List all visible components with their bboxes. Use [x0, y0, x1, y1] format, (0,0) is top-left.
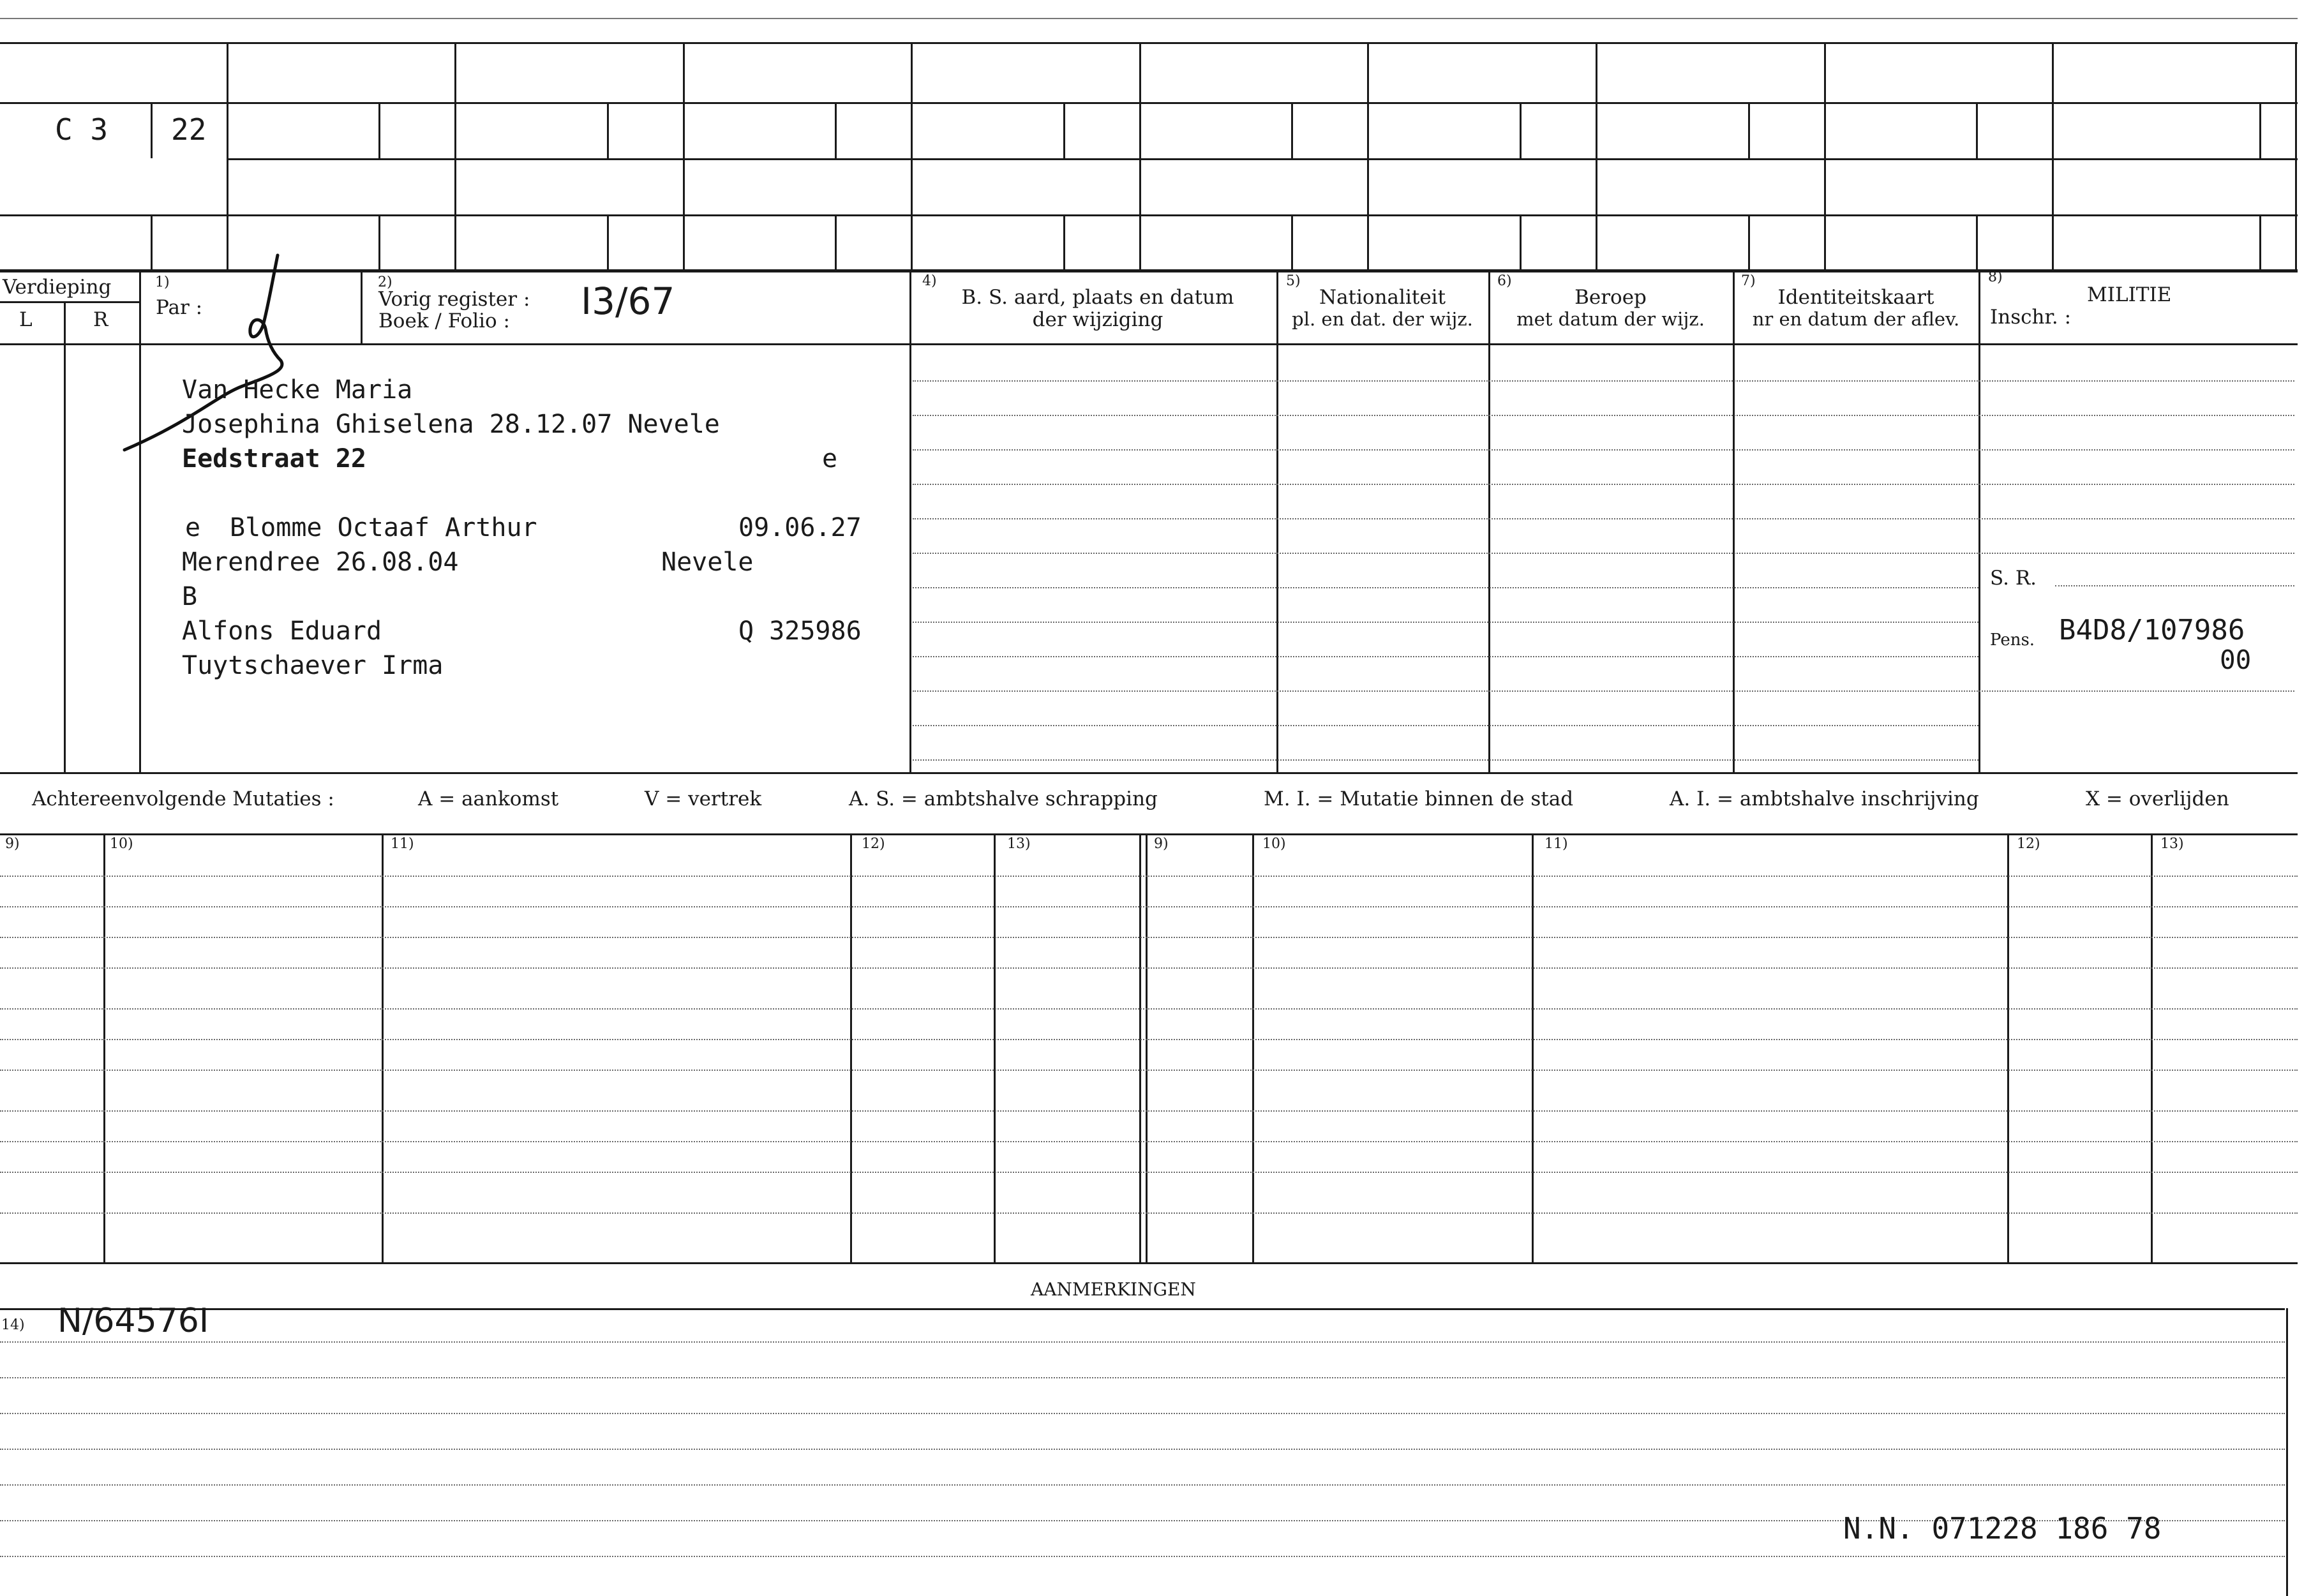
vorig-register-label: Vorig register :	[378, 288, 530, 311]
bs-header-line1: B. S. aard, plaats en datum	[961, 286, 1234, 309]
mut-col-10: 10)	[110, 836, 133, 852]
bs-number: 4)	[922, 273, 937, 289]
boek-folio-label: Boek / Folio :	[378, 310, 510, 332]
person-line-2: Josephina Ghiselena 28.12.07 Nevele	[182, 410, 720, 439]
header-grid-vline	[911, 42, 913, 269]
mut-vline	[2007, 833, 2009, 1262]
header-grid-minor	[378, 102, 380, 158]
mutations-top-border	[0, 772, 2298, 774]
header-grid-vline	[2295, 42, 2297, 269]
mut-col-9b: 9)	[1154, 836, 1169, 852]
mutation-as: A. S. = ambtshalve schrapping	[849, 787, 1158, 810]
header-grid-minor	[1520, 102, 1522, 158]
nat-number: 5)	[1286, 273, 1301, 289]
mutations-grid-bottom	[0, 1262, 2298, 1264]
mut-col-12: 12)	[862, 836, 885, 852]
header-grid-vline	[683, 42, 685, 269]
header-grid-minor	[835, 214, 837, 269]
person-line-5-place: Nevele	[661, 548, 754, 577]
right-label: R	[93, 308, 108, 331]
remarks-number: 14)	[1, 1317, 25, 1333]
top-edge-line	[0, 18, 2298, 19]
mut-col-12b: 12)	[2017, 836, 2040, 852]
header-grid-vline	[1367, 42, 1369, 269]
ber-header-line1: Beroep	[1574, 286, 1647, 309]
mut-col-13: 13)	[1007, 836, 1031, 852]
mut-vline	[2151, 833, 2153, 1262]
person-right-border	[909, 272, 911, 772]
person-line-5: Merendree 26.08.04	[182, 548, 459, 577]
person-line-4-prefix: e	[185, 513, 201, 542]
mut-vline	[850, 833, 852, 1262]
mutation-ai: A. I. = ambtshalve inschrijving	[1670, 787, 1979, 810]
id-header-line2: nr en datum der aflev.	[1752, 308, 1960, 330]
mut-vline	[1146, 833, 1148, 1262]
col7-left-border	[1733, 272, 1735, 772]
header-row-line-2	[227, 158, 2298, 160]
par-right-border	[361, 272, 363, 343]
header-grid-vline	[1596, 42, 1597, 269]
header-grid-minor	[1063, 214, 1065, 269]
national-number: N.N. 071228 186 78	[1843, 1511, 2162, 1546]
nat-header-line1: Nationaliteit	[1319, 286, 1446, 309]
person-line-4: Blomme Octaaf Arthur	[230, 513, 537, 542]
remarks-title: AANMERKINGEN	[1031, 1279, 1196, 1300]
lr-divider	[64, 301, 66, 772]
col6-left-border	[1488, 272, 1490, 772]
person-line-6: B	[182, 582, 198, 611]
header-grid-vline	[454, 42, 456, 269]
header-grid-vline	[227, 42, 228, 269]
header-grid-minor	[1976, 214, 1978, 269]
header-number: 22	[171, 112, 207, 147]
field-header-bottom	[0, 343, 2298, 345]
par-label: Par :	[156, 296, 203, 319]
mutation-mi: M. I. = Mutatie binnen de stad	[1264, 787, 1574, 810]
mut-vline	[382, 833, 384, 1262]
mut-vline	[1532, 833, 1534, 1262]
militie-title: MILITIE	[2087, 283, 2172, 306]
mutations-title: Achtereenvolgende Mutaties :	[32, 787, 334, 810]
header-grid-minor	[1291, 102, 1293, 158]
header-grid-minor	[1063, 102, 1065, 158]
person-line-4-date: 09.06.27	[738, 513, 862, 542]
col5-left-border	[1276, 272, 1278, 772]
sr-label: S. R.	[1990, 567, 2037, 590]
header-row-line-3	[0, 214, 2298, 216]
mut-vline	[103, 833, 105, 1262]
header-grid-vline	[2052, 42, 2054, 269]
mutations-grid-top	[0, 833, 2298, 835]
mut-col-11: 11)	[391, 836, 414, 852]
remarks-value: N/64576I	[57, 1302, 209, 1340]
pens-label: Pens.	[1990, 630, 2035, 650]
bs-header-line2: der wijziging	[1032, 308, 1163, 331]
id-number: 7)	[1741, 273, 1756, 289]
header-row-line-1	[0, 102, 2298, 104]
mutation-v: V = vertrek	[645, 787, 762, 810]
person-line-7-code: Q 325986	[738, 616, 862, 646]
person-line-7: Alfons Eduard	[182, 616, 382, 646]
remarks-top-border	[0, 1308, 2285, 1310]
mut-vline	[1139, 833, 1141, 1262]
mut-vline	[1252, 833, 1254, 1262]
sr-dotted	[2055, 585, 2294, 586]
person-line-1: Van Hecke Maria	[182, 375, 413, 405]
pens-value: B4D8/107986	[2059, 614, 2245, 646]
mut-col-11b: 11)	[1544, 836, 1568, 852]
header-grid-minor	[1976, 102, 1978, 158]
header-grid-minor	[1748, 102, 1750, 158]
header-grid-minor	[1748, 214, 1750, 269]
vorig-number: 2)	[378, 274, 393, 290]
header-grid-vline	[1139, 42, 1141, 269]
pens-sub: 00	[2220, 645, 2252, 675]
mutation-x: X = overlijden	[2086, 787, 2229, 810]
id-header-line1: Identiteitskaart	[1777, 286, 1934, 309]
header-grid-minor	[378, 214, 380, 269]
inschr-label: Inschr. :	[1990, 306, 2072, 329]
left-label: L	[19, 308, 33, 331]
header-grid-minor	[607, 102, 609, 158]
ber-number: 6)	[1497, 273, 1512, 289]
ber-header-line2: met datum der wijz.	[1516, 308, 1705, 330]
right-edge-line	[2286, 1308, 2288, 1596]
header-grid-minor	[1520, 214, 1522, 269]
header-grid-minor	[607, 214, 609, 269]
header-grid-vline	[1824, 42, 1826, 269]
mut-col-10b: 10)	[1262, 836, 1286, 852]
mutation-a: A = aankomst	[418, 787, 559, 810]
vorig-register-value: I3/67	[581, 280, 675, 323]
mut-vline	[994, 833, 996, 1262]
par-number: 1)	[155, 274, 170, 290]
header-top-border	[0, 42, 2298, 44]
verdieping-label: Verdieping	[3, 276, 112, 299]
header-grid-minor	[1291, 214, 1293, 269]
header-grid-minor	[835, 102, 837, 158]
col8-left-border	[1978, 272, 1980, 772]
header-grid-minor	[2259, 214, 2261, 269]
header-bottom-border	[0, 269, 2298, 272]
header-code: C 3	[55, 112, 108, 147]
person-line-3: Eedstraat 22	[182, 444, 366, 474]
person-line-3-mark: e	[822, 444, 838, 474]
mil-number: 8)	[1988, 269, 2003, 285]
header-grid-minor	[2259, 102, 2261, 158]
mut-col-9: 9)	[5, 836, 20, 852]
header-grid-minor	[151, 102, 153, 158]
person-line-8: Tuytschaever Irma	[182, 651, 444, 680]
nat-header-line2: pl. en dat. der wijz.	[1292, 308, 1473, 330]
mut-col-13b: 13)	[2160, 836, 2184, 852]
